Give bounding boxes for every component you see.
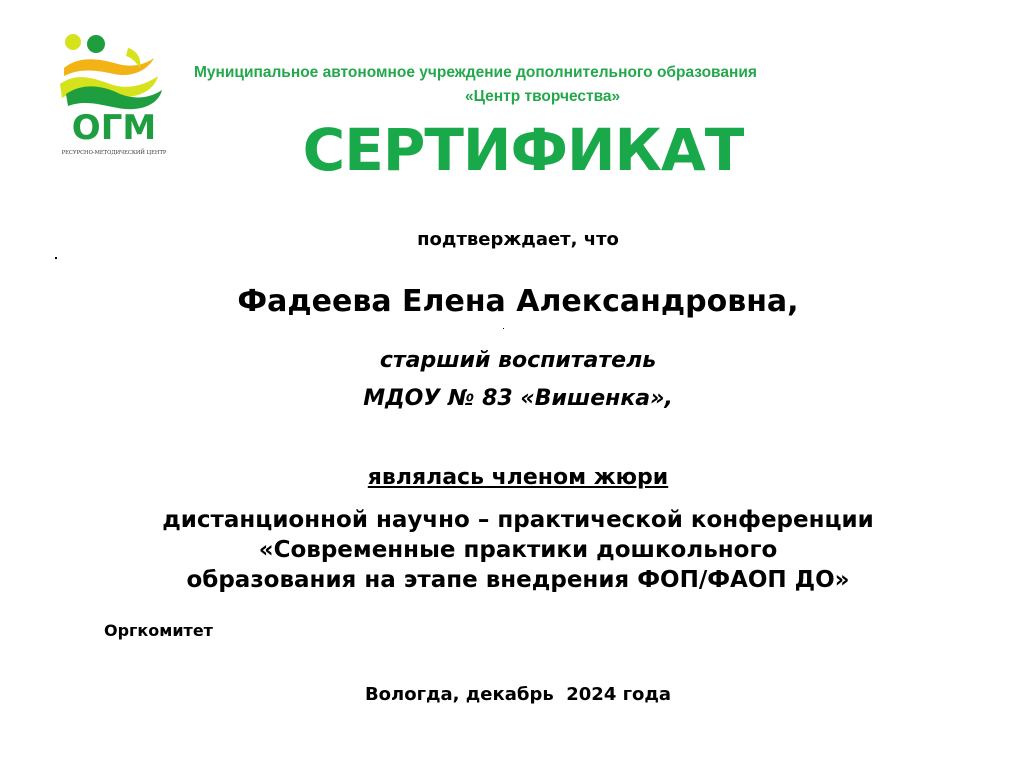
confirms-text: подтверждает, что	[417, 229, 619, 250]
logo-caption: РЕСУРСНО-МЕТОДИЧЕСКИЙ ЦЕНТР	[61, 150, 167, 156]
orgcommittee-label: Оргкомитет	[104, 621, 213, 640]
event-line-3: образования на этапе внедрения ФОП/ФАОП ДО»	[186, 567, 850, 593]
logo-yellow-head	[65, 34, 81, 50]
logo-orange-swoosh	[64, 58, 154, 76]
stray-dot	[55, 257, 57, 259]
logo-text: ОГМ	[71, 108, 157, 148]
certificate-title: СЕРТИФИКАТ	[302, 116, 744, 184]
event-line-2: «Современные практики дошкольного	[258, 537, 778, 563]
recipient-name: Фадеева Елена Александровна,	[237, 284, 799, 319]
event-line-1: дистанционной научно – практической конференции	[162, 507, 874, 533]
recipient-position: старший воспитатель	[379, 348, 657, 373]
organization-short-name: «Центр творчества»	[465, 88, 621, 105]
recipient-role: являлась членом жюри	[367, 465, 669, 490]
logo-green-head	[87, 35, 105, 53]
place-date: Вологда, декабрь 2024 года	[364, 684, 672, 705]
organization-name: Муниципальное автономное учреждение дополнительного образования	[194, 64, 757, 81]
recipient-institution: МДОУ № 83 «Вишенка»,	[363, 386, 673, 411]
stray-dot	[503, 328, 504, 329]
